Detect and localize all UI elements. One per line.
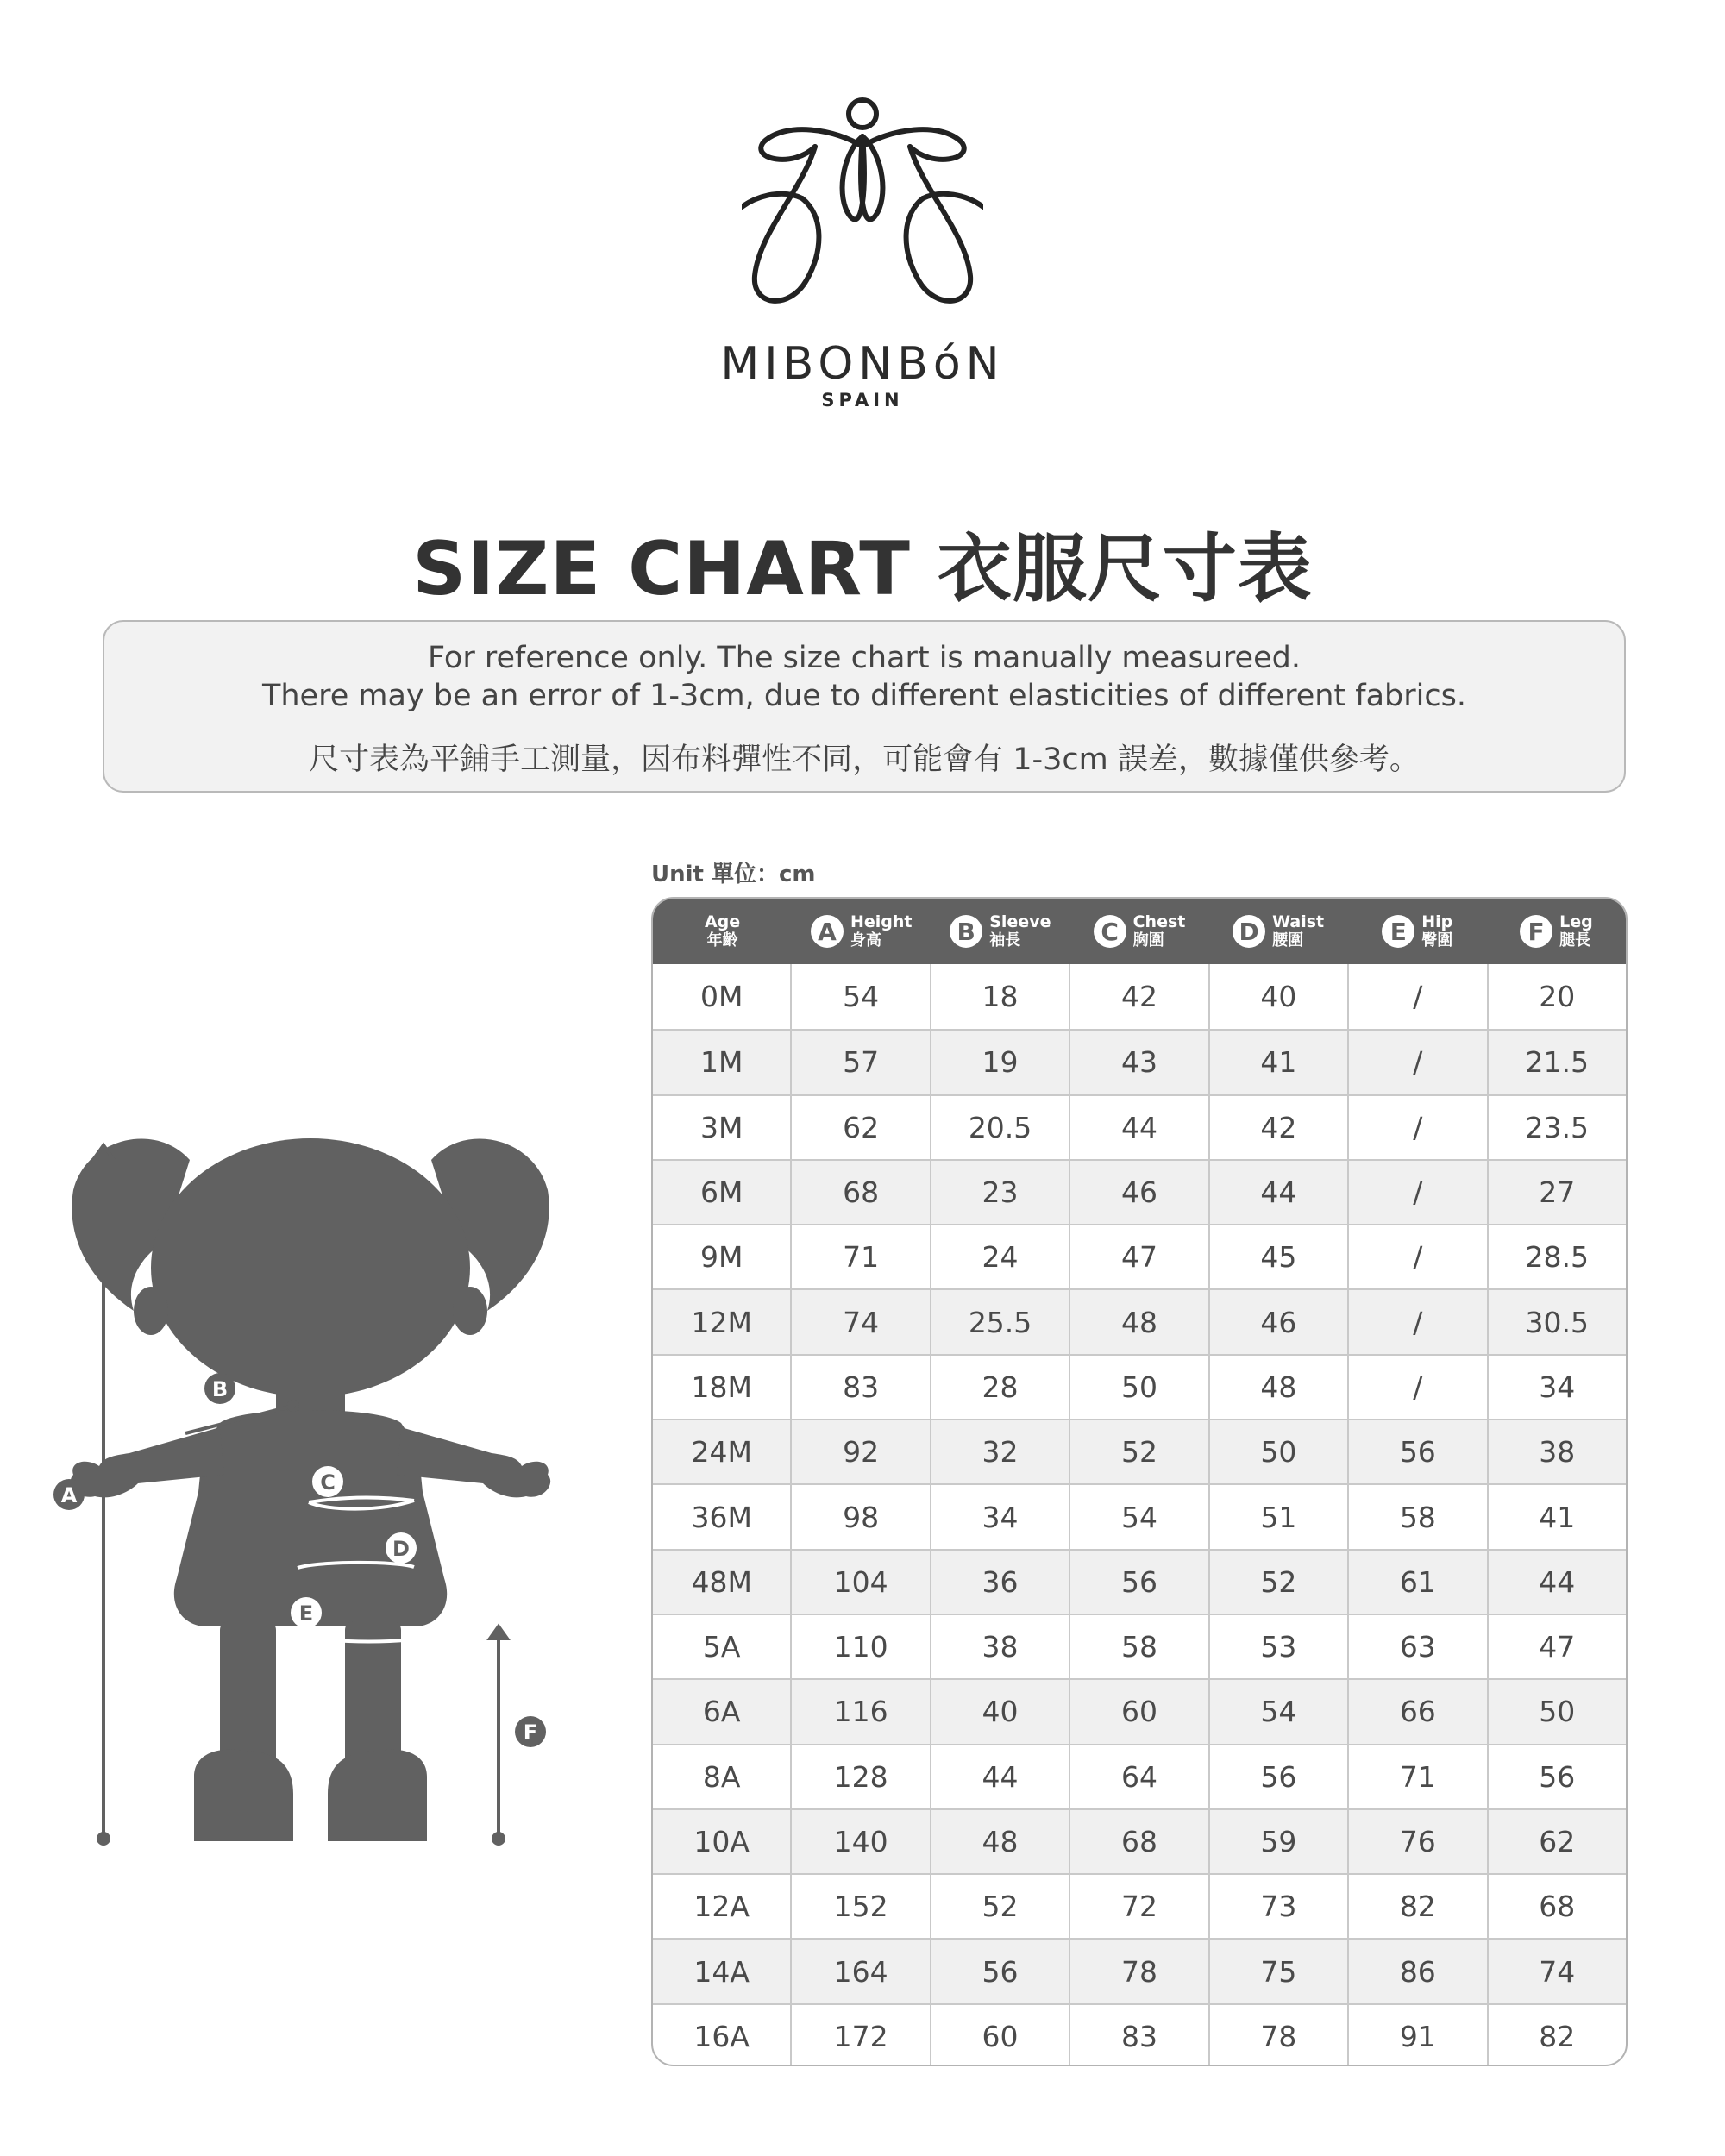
table-cell: 60 bbox=[1069, 1680, 1208, 1743]
svg-text:A: A bbox=[60, 1483, 78, 1507]
table-cell: 59 bbox=[1208, 1810, 1347, 1873]
table-row bbox=[653, 1744, 1626, 1808]
column-letter-badge: C bbox=[1094, 915, 1126, 948]
table-cell: 52 bbox=[1208, 1551, 1347, 1614]
table-cell: 5A bbox=[702, 1630, 741, 1664]
table-cell: 56 bbox=[1069, 1551, 1208, 1614]
disclaimer-line-1: For reference only. The size chart is manually measureed. bbox=[428, 641, 1301, 675]
table-cell: 48 bbox=[1069, 1290, 1208, 1353]
table-cell: 6M bbox=[699, 1175, 743, 1210]
table-cell: 72 bbox=[1069, 1875, 1208, 1938]
table-row bbox=[653, 1614, 1626, 1678]
column-label-zh: 袖長 bbox=[989, 931, 1021, 950]
table-cell: 46 bbox=[1208, 1290, 1347, 1353]
table-cell: 36M bbox=[691, 1500, 752, 1534]
table-row bbox=[653, 1094, 1626, 1159]
svg-text:D: D bbox=[392, 1537, 410, 1561]
label-c-badge bbox=[312, 1466, 343, 1497]
column-label-zh: 腰圍 bbox=[1272, 931, 1304, 950]
table-cell: 28 bbox=[930, 1356, 1069, 1419]
table-cell: 47 bbox=[1487, 1615, 1626, 1678]
table-cell: 71 bbox=[1347, 1745, 1486, 1808]
svg-text:B: B bbox=[211, 1377, 229, 1401]
table-row bbox=[653, 1483, 1626, 1548]
table-cell: 1M bbox=[699, 1045, 743, 1080]
table-cell: 54 bbox=[790, 964, 929, 1029]
size-table bbox=[651, 897, 1628, 2066]
table-body bbox=[653, 964, 1626, 2066]
table-cell: 21.5 bbox=[1487, 1031, 1626, 1094]
table-header-row bbox=[653, 899, 1626, 964]
table-cell: 41 bbox=[1487, 1485, 1626, 1548]
column-letter-badge: F bbox=[1520, 915, 1552, 948]
table-cell: 44 bbox=[1069, 1096, 1208, 1159]
table-row bbox=[653, 1938, 1626, 2002]
table-cell: 3M bbox=[699, 1110, 743, 1144]
svg-text:E: E bbox=[298, 1601, 314, 1626]
table-cell: 20.5 bbox=[930, 1096, 1069, 1159]
table-cell: 75 bbox=[1208, 1940, 1347, 2002]
table-cell: 30.5 bbox=[1487, 1290, 1626, 1353]
table-cell: 32 bbox=[930, 1420, 1069, 1483]
svg-text:C: C bbox=[320, 1470, 336, 1495]
table-cell: 50 bbox=[1069, 1356, 1208, 1419]
table-cell: 50 bbox=[1487, 1680, 1626, 1743]
table-cell: 56 bbox=[1208, 1745, 1347, 1808]
table-cell: 62 bbox=[790, 1096, 929, 1159]
table-cell: 8A bbox=[702, 1759, 741, 1794]
table-row bbox=[653, 1288, 1626, 1353]
table-cell: 38 bbox=[1487, 1420, 1626, 1483]
table-row bbox=[653, 1029, 1626, 1094]
column-label-en: Height bbox=[850, 912, 913, 931]
label-e-badge bbox=[291, 1597, 322, 1628]
table-cell: 19 bbox=[930, 1031, 1069, 1094]
column-header-age bbox=[653, 899, 792, 964]
table-cell: 43 bbox=[1069, 1031, 1208, 1094]
column-label-zh: 年齡 bbox=[706, 931, 738, 950]
table-row bbox=[653, 1224, 1626, 1288]
table-cell: 116 bbox=[790, 1680, 929, 1743]
table-cell: 24 bbox=[930, 1225, 1069, 1288]
table-cell: / bbox=[1347, 1096, 1486, 1159]
table-cell: / bbox=[1347, 1225, 1486, 1288]
column-header-hip bbox=[1348, 899, 1487, 964]
column-label-en: Hip bbox=[1421, 912, 1453, 931]
table-cell: 50 bbox=[1208, 1420, 1347, 1483]
table-cell: 24M bbox=[691, 1435, 752, 1470]
table-cell: 42 bbox=[1208, 1096, 1347, 1159]
brand-logo-icon bbox=[742, 95, 983, 328]
table-cell: 73 bbox=[1208, 1875, 1347, 1938]
table-cell: 25.5 bbox=[930, 1290, 1069, 1353]
table-row bbox=[653, 1549, 1626, 1614]
table-cell: 74 bbox=[790, 1290, 929, 1353]
column-label-zh: 腿長 bbox=[1559, 931, 1591, 950]
label-d-badge bbox=[386, 1532, 417, 1564]
table-row bbox=[653, 1354, 1626, 1419]
table-cell: 76 bbox=[1347, 1810, 1486, 1873]
table-cell: 82 bbox=[1487, 2005, 1626, 2066]
table-cell: 0M bbox=[699, 980, 743, 1014]
table-cell: 74 bbox=[1487, 1940, 1626, 2002]
table-cell: 54 bbox=[1069, 1485, 1208, 1548]
table-cell: 28.5 bbox=[1487, 1225, 1626, 1288]
table-cell: 172 bbox=[790, 2005, 929, 2066]
table-cell: 83 bbox=[1069, 2005, 1208, 2066]
table-row bbox=[653, 1873, 1626, 1938]
table-cell: 44 bbox=[1487, 1551, 1626, 1614]
table-cell: 61 bbox=[1347, 1551, 1486, 1614]
table-row bbox=[653, 1419, 1626, 1483]
table-cell: 47 bbox=[1069, 1225, 1208, 1288]
page-title: SIZE CHART 衣服尺寸表 bbox=[412, 526, 1313, 612]
table-cell: / bbox=[1347, 1356, 1486, 1419]
table-cell: 48 bbox=[930, 1810, 1069, 1873]
column-letter-badge: A bbox=[811, 915, 844, 948]
table-cell: 56 bbox=[930, 1940, 1069, 2002]
table-row bbox=[653, 1678, 1626, 1743]
child-silhouette-figure bbox=[34, 1112, 656, 1871]
column-header-leg bbox=[1487, 899, 1626, 964]
table-cell: 41 bbox=[1208, 1031, 1347, 1094]
table-row bbox=[653, 2003, 1626, 2066]
table-cell: 23 bbox=[930, 1161, 1069, 1224]
column-label-zh: 胸圍 bbox=[1132, 931, 1164, 950]
column-label-en: Waist bbox=[1272, 912, 1325, 931]
table-cell: 68 bbox=[1487, 1875, 1626, 1938]
table-cell: / bbox=[1347, 1290, 1486, 1353]
table-cell: 91 bbox=[1347, 2005, 1486, 2066]
table-cell: 52 bbox=[930, 1875, 1069, 1938]
table-cell: 68 bbox=[790, 1161, 929, 1224]
label-f-badge bbox=[515, 1716, 546, 1747]
table-cell: 104 bbox=[790, 1551, 929, 1614]
table-cell: 10A bbox=[693, 1825, 750, 1858]
table-cell: 9M bbox=[699, 1240, 743, 1275]
table-cell: 52 bbox=[1069, 1420, 1208, 1483]
table-cell: / bbox=[1347, 1161, 1486, 1224]
table-cell: 86 bbox=[1347, 1940, 1486, 2002]
column-header-height bbox=[792, 899, 931, 964]
table-cell: 12M bbox=[691, 1305, 752, 1339]
table-cell: 71 bbox=[790, 1225, 929, 1288]
table-cell: 66 bbox=[1347, 1680, 1486, 1743]
table-cell: / bbox=[1347, 964, 1486, 1029]
table-cell: 14A bbox=[693, 1954, 750, 1989]
unit-label: Unit 單位：cm bbox=[651, 862, 816, 887]
child-silhouette bbox=[71, 1138, 550, 1841]
table-cell: 68 bbox=[1069, 1810, 1208, 1873]
column-letter-badge: D bbox=[1233, 915, 1265, 948]
svg-text:F: F bbox=[523, 1720, 538, 1745]
table-cell: 54 bbox=[1208, 1680, 1347, 1743]
table-cell: 128 bbox=[790, 1745, 929, 1808]
table-row bbox=[653, 1159, 1626, 1224]
table-cell: 58 bbox=[1347, 1485, 1486, 1548]
table-cell: 20 bbox=[1487, 964, 1626, 1029]
table-cell: 92 bbox=[790, 1420, 929, 1483]
table-cell: 56 bbox=[1347, 1420, 1486, 1483]
disclaimer-line-2: There may be an error of 1-3cm, due to different elasticities of different fabrics. bbox=[262, 679, 1466, 713]
table-cell: 64 bbox=[1069, 1745, 1208, 1808]
table-cell: / bbox=[1347, 1031, 1486, 1094]
table-cell: 48 bbox=[1208, 1356, 1347, 1419]
column-letter-badge: E bbox=[1382, 915, 1414, 948]
table-cell: 12A bbox=[693, 1890, 750, 1924]
table-cell: 140 bbox=[790, 1810, 929, 1873]
table-cell: 58 bbox=[1069, 1615, 1208, 1678]
table-cell: 57 bbox=[790, 1031, 929, 1094]
table-cell: 40 bbox=[1208, 964, 1347, 1029]
table-cell: 23.5 bbox=[1487, 1096, 1626, 1159]
column-label-en: Sleeve bbox=[989, 912, 1051, 931]
table-cell: 164 bbox=[790, 1940, 929, 2002]
disclaimer-line-3: 尺寸表為平鋪手工測量，因布料彈性不同，可能會有 1-3cm 誤差，數據僅供參考。 bbox=[309, 743, 1420, 777]
table-cell: 44 bbox=[930, 1745, 1069, 1808]
table-cell: 53 bbox=[1208, 1615, 1347, 1678]
table-cell: 62 bbox=[1487, 1810, 1626, 1873]
label-a-badge bbox=[53, 1479, 85, 1510]
table-cell: 46 bbox=[1069, 1161, 1208, 1224]
table-cell: 42 bbox=[1069, 964, 1208, 1029]
column-label-en: Chest bbox=[1132, 912, 1186, 931]
table-cell: 82 bbox=[1347, 1875, 1486, 1938]
label-b-badge bbox=[204, 1373, 235, 1404]
brand-name: MIBONBóN bbox=[720, 338, 1005, 390]
column-label-en: Leg bbox=[1559, 912, 1593, 931]
column-letter-badge: B bbox=[950, 915, 982, 948]
table-cell: 36 bbox=[930, 1551, 1069, 1614]
table-cell: 152 bbox=[790, 1875, 929, 1938]
column-header-waist bbox=[1209, 899, 1348, 964]
table-cell: 110 bbox=[790, 1615, 929, 1678]
column-label-zh: 身高 bbox=[850, 931, 881, 950]
table-cell: 34 bbox=[1487, 1356, 1626, 1419]
table-cell: 83 bbox=[790, 1356, 929, 1419]
table-cell: 56 bbox=[1487, 1745, 1626, 1808]
table-cell: 6A bbox=[702, 1695, 741, 1729]
table-row bbox=[653, 964, 1626, 1029]
table-cell: 51 bbox=[1208, 1485, 1347, 1548]
table-cell: 63 bbox=[1347, 1615, 1486, 1678]
table-cell: 98 bbox=[790, 1485, 929, 1548]
table-cell: 60 bbox=[930, 2005, 1069, 2066]
table-cell: 18M bbox=[691, 1369, 752, 1404]
table-cell: 16A bbox=[693, 2019, 750, 2053]
table-cell: 78 bbox=[1208, 2005, 1347, 2066]
column-label-en: Age bbox=[704, 912, 741, 931]
table-row bbox=[653, 1808, 1626, 1873]
table-cell: 18 bbox=[930, 964, 1069, 1029]
column-header-sleeve bbox=[931, 899, 1070, 964]
table-cell: 44 bbox=[1208, 1161, 1347, 1224]
table-cell: 40 bbox=[930, 1680, 1069, 1743]
table-cell: 38 bbox=[930, 1615, 1069, 1678]
table-cell: 27 bbox=[1487, 1161, 1626, 1224]
brand-subtitle: SPAIN bbox=[821, 390, 904, 411]
table-cell: 48M bbox=[691, 1564, 752, 1599]
disclaimer-box bbox=[103, 620, 1626, 793]
column-header-chest bbox=[1070, 899, 1208, 964]
table-cell: 45 bbox=[1208, 1225, 1347, 1288]
table-cell: 34 bbox=[930, 1485, 1069, 1548]
column-label-zh: 臀圍 bbox=[1421, 931, 1453, 950]
table-cell: 78 bbox=[1069, 1940, 1208, 2002]
